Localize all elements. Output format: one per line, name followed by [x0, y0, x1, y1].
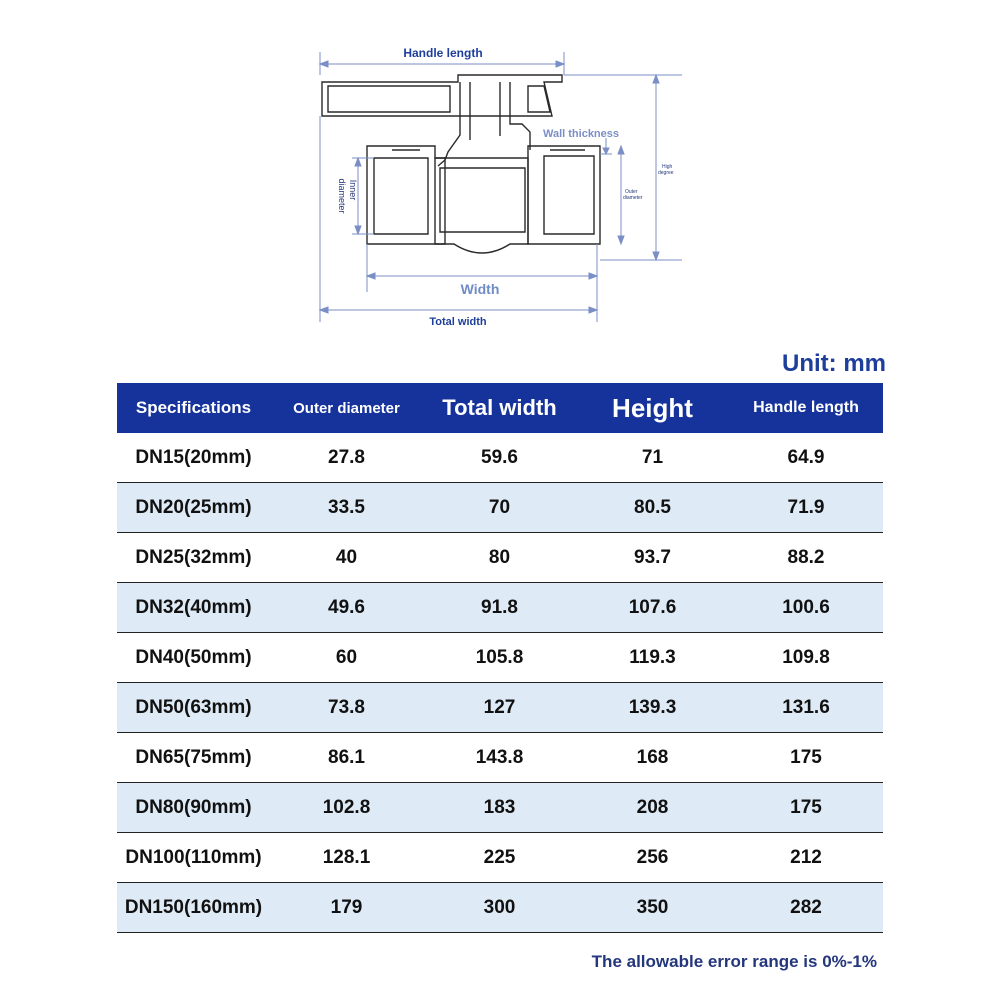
inner-diameter-label-2: diameter [337, 178, 347, 214]
cell-specification: DN25(32mm) [117, 533, 270, 583]
cell-handle-length: 100.6 [729, 583, 883, 633]
cell-handle-length: 71.9 [729, 483, 883, 533]
cell-handle-length: 64.9 [729, 433, 883, 483]
cell-total-width: 80 [423, 533, 576, 583]
cell-outer-diameter: 27.8 [270, 433, 423, 483]
unit-label: Unit: mm [782, 350, 886, 377]
table-row [117, 633, 883, 683]
error-range-note: The allowable error range is 0%-1% [591, 952, 877, 971]
cell-total-width: 127 [423, 683, 576, 733]
cell-total-width: 225 [423, 833, 576, 883]
header-specifications: Specifications [117, 383, 270, 433]
cell-specification: DN32(40mm) [117, 583, 270, 633]
high-degree-label-1: High [662, 164, 673, 170]
cell-total-width: 59.6 [423, 433, 576, 483]
header-outer-diameter: Outer diameter [270, 383, 423, 433]
cell-height: 168 [576, 733, 729, 783]
valve-dimension-diagram [300, 40, 700, 340]
table-row [117, 683, 883, 733]
table-header-row [117, 383, 883, 433]
cell-specification: DN65(75mm) [117, 733, 270, 783]
left-socket [367, 146, 445, 244]
outer-diameter-label-1: Outer [625, 189, 638, 195]
cell-outer-diameter: 33.5 [270, 483, 423, 533]
cell-specification: DN15(20mm) [117, 433, 270, 483]
wall-thickness-label: Wall thickness [543, 128, 620, 140]
cell-handle-length: 88.2 [729, 533, 883, 583]
cell-outer-diameter: 49.6 [270, 583, 423, 633]
cell-height: 256 [576, 833, 729, 883]
cell-outer-diameter: 102.8 [270, 783, 423, 833]
total-width-label: Total width [429, 316, 487, 328]
right-socket [528, 146, 600, 244]
header-total-width: Total width [423, 383, 576, 433]
cell-handle-length: 175 [729, 733, 883, 783]
specifications-table [117, 383, 883, 933]
cell-handle-length: 109.8 [729, 633, 883, 683]
valve-body [435, 158, 528, 253]
cell-outer-diameter: 73.8 [270, 683, 423, 733]
cell-total-width: 105.8 [423, 633, 576, 683]
inner-diameter-label-1: Inner [348, 179, 358, 201]
table-row [117, 433, 883, 483]
cell-total-width: 183 [423, 783, 576, 833]
cell-outer-diameter: 179 [270, 883, 423, 933]
table-row [117, 733, 883, 783]
cell-total-width: 143.8 [423, 733, 576, 783]
outer-diameter-label-2: diameter [623, 195, 643, 201]
table-row [117, 533, 883, 583]
cell-specification: DN50(63mm) [117, 683, 270, 733]
cell-outer-diameter: 86.1 [270, 733, 423, 783]
cell-height: 350 [576, 883, 729, 933]
width-label: Width [460, 281, 500, 297]
table-row [117, 883, 883, 933]
header-height: Height [576, 383, 729, 433]
table-row [117, 483, 883, 533]
cell-specification: DN40(50mm) [117, 633, 270, 683]
cell-outer-diameter: 128.1 [270, 833, 423, 883]
cell-specification: DN20(25mm) [117, 483, 270, 533]
cell-outer-diameter: 40 [270, 533, 423, 583]
handle-length-label: Handle length [403, 46, 483, 60]
cell-outer-diameter: 60 [270, 633, 423, 683]
table-row [117, 583, 883, 633]
handle-outline [322, 75, 562, 116]
cell-specification: DN80(90mm) [117, 783, 270, 833]
cell-height: 107.6 [576, 583, 729, 633]
cell-specification: DN150(160mm) [117, 883, 270, 933]
high-degree-label-2: degree [658, 170, 674, 176]
cell-height: 71 [576, 433, 729, 483]
cell-height: 139.3 [576, 683, 729, 733]
cell-handle-length: 175 [729, 783, 883, 833]
cell-height: 93.7 [576, 533, 729, 583]
cell-specification: DN100(110mm) [117, 833, 270, 883]
cell-height: 208 [576, 783, 729, 833]
cell-total-width: 300 [423, 883, 576, 933]
cell-height: 80.5 [576, 483, 729, 533]
table-row [117, 833, 883, 883]
header-handle-length: Handle length [729, 383, 883, 433]
cell-handle-length: 212 [729, 833, 883, 883]
cell-handle-length: 282 [729, 883, 883, 933]
cell-total-width: 70 [423, 483, 576, 533]
valve-drawing [300, 40, 700, 340]
cell-total-width: 91.8 [423, 583, 576, 633]
table-row [117, 783, 883, 833]
cell-height: 119.3 [576, 633, 729, 683]
cell-handle-length: 131.6 [729, 683, 883, 733]
